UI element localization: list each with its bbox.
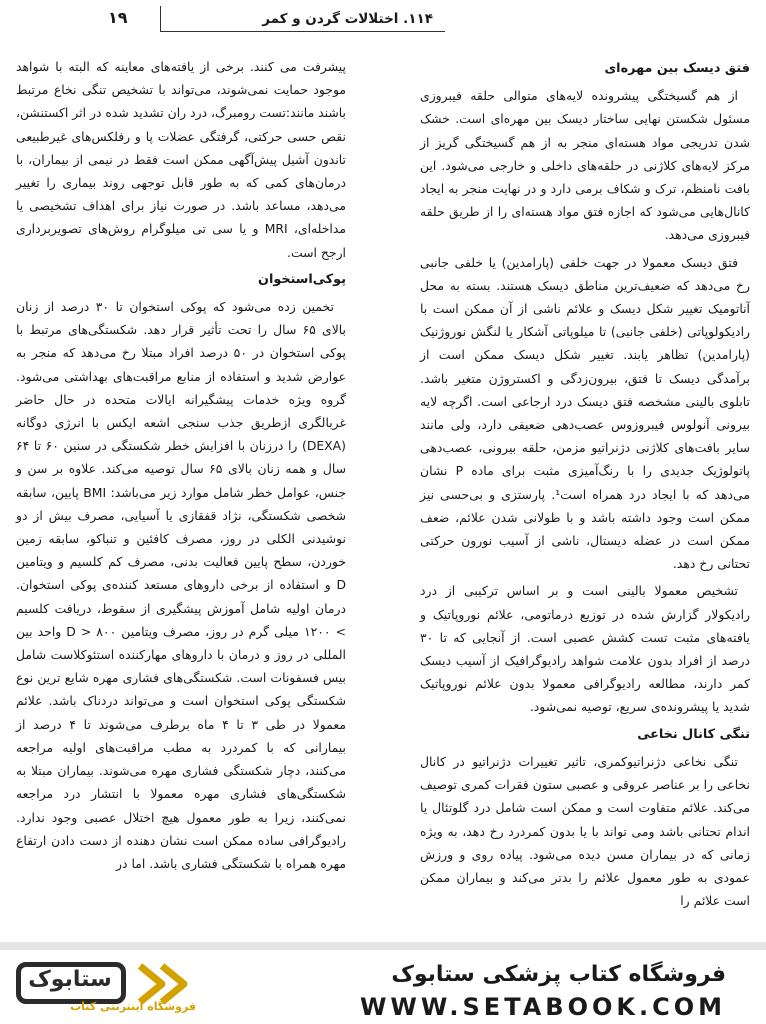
chapter-title: ۱۱۴. اختلالات گردن و کمر (160, 6, 445, 32)
paragraph: پیشرفت می کنند. برخی از یافته‌های معاینه که البته با شواهد موجود حمایت نمی‌شوند، می‌تواند با تشخیص تنگی نخاع مرتبط باشند مانند:تست رومبرگ، درد ران تشدید شده در اثر اکستنشن، نقص حسی حرکتی، گرفتگی عضلات پا و رفلکس‌های غیرطبیعی تاندون آشیل پیش‌آگهی ممکن است فقط در نیمی از بیماران، با درمان‌های کمی که به طور قابل توجهی روند بیماری را تغییر می‌دهد، مساعد باشد. در صورت نیاز برای اهداف تشخیصی یا مداخله‌ای، MRI و یا سی تی میلوگرام روش‌های تصویربرداری ارجح است. (16, 59, 346, 260)
section-heading-spinal-stenosis: تنگی کانال نخاعی (637, 726, 750, 742)
logo-text: ستابوک (28, 967, 112, 992)
paragraph: تخمین زده می‌شود که پوکی استخوان تا ۳۰ درصد از زنان بالای ۶۵ سال را تحت تأثیر قرار دهد. شکستگی‌های مرتبط با پوکی استخوان در ۵۰ درصد افراد مبتلا رخ می‌دهد که منجر به عوارض شدید و استفاده از منابع مراقبت‌های بهداشتی می‌شود. گروه ویژه خدمات پیشگیرانه ایالات متحده در حال حاضر غربالگری ازطریق جذب سنجی اشعه ایکس با انرژی دوگانه (DEXA) را درزنان با افزایش خطر شکستگی در سنین ۶۰ تا ۶۴ سال و همه زنان بالای ۶۵ سال توصیه می‌کند. علاوه بر سن و جنس، عوامل خطر شامل موارد زیر می‌باشد: BMI پایین، سابقه شخصی شکستگی، نژاد قفقازی یا آسیایی، مصرف بیش از دو نوشیدنی الکلی در روز، مصرف کافئین و تنباکو، سابقه زمین خوردن، سطح پایین فعالیت بدنی، مصرف کم کلسیم و ویتامین D و استفاده از برخی داروهای مستعد کننده‌ی پوکی استخوان. درمان اولیه شامل آموزش پیشگیری از سقوط، دریافت کلسیم > ۱۲۰۰ میلی گرم در روز، مصرف ویتامین D > ۸۰۰ واحد بین المللی در روز و درمان با داروهای مهارکننده استئوکلاست شامل بیس فسفونات است. شکستگی‌های فشاری مهره شایع ترین نوع شکستگی پوکی استخوان است و می‌تواند دردناک باشد. علائم معمولا در طی ۳ تا ۴ ماه برطرف می‌شوند تا ۴ درصد از بیمارانی که با کمردرد به مطب مراقبت‌های اولیه مراجعه می‌کنند، دچار شکستگی فشاری مهره می‌شوند. بیماران مبتلا به شکستگی‌های فشاری مهره معمولا با انتشار درد مراجعه نمی‌کنند، زیرا به طور معمول هیچ اختلال عصبی وجود ندارد. رادیوگرافی ساده ممکن است نشان دهنده از دست دادن ارتفاع مهره همراه با شکستگی فشاری باشد. اما در (16, 299, 346, 871)
right-column (420, 55, 750, 916)
paragraph: تنگی نخاعی دژنراتیوکمری، تاثیر تغییرات دژنراتیو در کانال نخاعی را بر عناصر عروقی و عصبی ستون فقرات کمری توصیف می‌کند. علائم متفاوت است و ممکن است شامل درد گلوتئال یا اندام تحتانی باشد ومی تواند با یا بدون کمردرد رخ دهد، به ویژه زمانی که در بیماران مسن دیده می‌شود. پیاده روی و ورزش عمودی به طور معمول علائم را بدتر می‌کند و بیماران ممکن است علائم را (420, 753, 750, 909)
page-number: ۱۹ (108, 8, 128, 27)
left-column (16, 55, 346, 879)
section-heading-osteoporosis: پوکی‌استخوان (258, 271, 346, 287)
paragraph: فتق دیسک معمولا در جهت خلفی (پارامدین) یا خلفی جانبی رخ می‌دهد که ضعیف‌ترین مناطق دیسک هستند. بسته به محل آناتومیک تغییر شکل دیسک و علائم ناشی از آن ممکن است با رادیکولوپاتی (خلفی جانبی) تا میلوپاتی آشکار یا لنگش نوروژنیک (پارامدین) تظاهر یابند. تغییر شکل دیسک ممکن است از برآمدگی دیسک تا فتق، بیرون‌زدگی و اکستروژن متغیر باشد. تابلوی بالینی مشخصه فتق دیسک درد ارجاعی است. اگرچه لایه بیرونی آنولوس فیبروزوس عصب‌دهی ضعیفی دارد، ولی مانند سایر بافت‌های کلاژنی دژنراتیو مزمن، حلقه بیرونی، عصب‌دهی پاتولوژیک جدیدی را با رنگ‌آمیزی مثبت برای ماده P نشان می‌دهد که با ایجاد درد همراه است¹. پارستزی و بی‌حسی نیز ممکن است وجود داشته باشد و با طولانی شدن علائم، ضعف ممکن است در عضله دیستال، ناشی از آسیب نورون حرکتی تحتانی رخ دهد. (420, 254, 750, 572)
paragraph: از هم گسیختگی پیشرونده لایه‌های متوالی حلقه فیبروزی مسئول شکستن نهایی ساختار دیسک بین مهره‌ای است. خشک شدن تدریجی مواد هسته‌ای منجر به از هم گسیختگی گریز از مرکز لایه‌های کلاژنی در حلقه‌های داخلی و خارجی می‌شود. این بافت نامنظم، ترک و شکاف برمی دارد و در نهایت منجر به ایجاد کانال‌هایی می‌شود که اجازه فتق مواد هسته‌ای را از طریق حلقه فیبروزی می‌دهد. (420, 88, 750, 243)
store-url-link[interactable]: WWW.SETABOOK.COM (359, 993, 726, 1021)
paragraph: تشخیص معمولا بالینی است و بر اساس ترکیبی از درد رادیکولار گزارش شده در توزیع درماتومی، علائم نوروپاتیک و یافته‌های مثبت تست کشش عصبی است. از آنجایی که تا ۳۰ درصد از افراد بدون علامت شواهد رادیوگرافیک از آسیب دیسک کمر دارند، مطالعه رادیوگرافی معمولا بدون علائم نوروپاتیک شدید یا پیشرونده‌ی سریع، توصیه نمی‌شود. (420, 583, 750, 715)
store-title: فروشگاه کتاب پزشکی ستابوک (391, 962, 726, 987)
setabook-logo[interactable] (16, 962, 316, 1014)
logo-tagline: فروشگاه اینترنتی کتاب (70, 1000, 196, 1013)
section-heading-disc-herniation: فتق دیسک بین مهره‌ای (604, 61, 750, 76)
page-header (0, 0, 766, 44)
